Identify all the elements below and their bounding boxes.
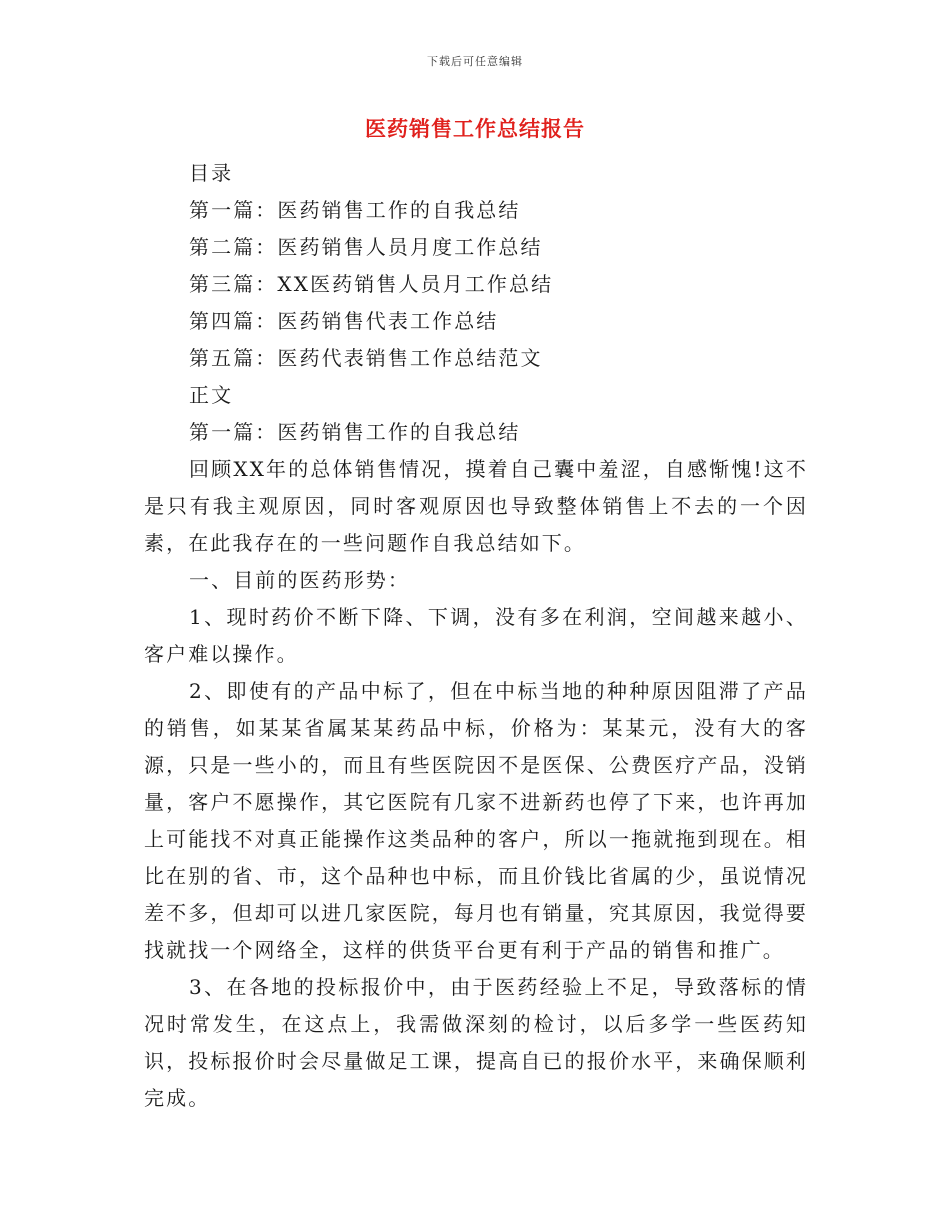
- toc-item: 第三篇：XX医药销售人员月工作总结: [189, 272, 554, 296]
- toc-heading: 目录: [189, 161, 234, 185]
- paragraph: 回顾XX年的总体销售情况，摸着自己囊中羞涩，自感惭愧!这不是只有我主观原因，同时客观原因也导致整体销售上不去的一个因素，在此我存在的一些问题作自我总结如下。: [144, 457, 808, 555]
- document-body: [144, 155, 808, 1117]
- toc-item: 第一篇：医药销售工作的自我总结: [189, 198, 521, 222]
- paragraph: 一、目前的医药形势：: [189, 568, 410, 592]
- paragraph: 1、现时药价不断下降、下调，没有多在利润，空间越来越小、客户难以操作。: [144, 605, 808, 666]
- document-title: 医药销售工作总结报告: [365, 116, 585, 141]
- toc-item: 第四篇：医药销售代表工作总结: [189, 309, 499, 333]
- paragraph: 3、在各地的投标报价中，由于医药经验上不足，导致落标的情况时常发生，在这点上，我需做深刻的检讨，以后多学一些医药知识，投标报价时会尽量做足工课，提高自已的报价水平，来确保顺利完成。: [144, 975, 808, 1110]
- section-title: 第一篇：医药销售工作的自我总结: [189, 420, 521, 444]
- body-heading: 正文: [189, 383, 234, 407]
- toc-item: 第五篇：医药代表销售工作总结范文: [189, 346, 543, 370]
- header-note: 下载后可任意编辑: [427, 55, 523, 68]
- toc-item: 第二篇：医药销售人员月度工作总结: [189, 235, 543, 259]
- paragraph: 2、即使有的产品中标了，但在中标当地的种种原因阻滞了产品的销售，如某某省属某某药品中标，价格为：某某元，没有大的客源，只是一些小的，而且有些医院因不是医保、公费医疗产品，没销量，客户不愿操作，其它医院有几家不进新药也停了下来，也许再加上可能找不对真正能操作这类品种的客户，所以一拖就拖到现在。相比在别的省、市，这个品种也中标，而且价钱比省属的少，虽说情况差不多，但却可以进几家医院，每月也有销量，究其原因，我觉得要找就找一个网络全，这样的供货平台更有利于产品的销售和推广。: [144, 679, 808, 962]
